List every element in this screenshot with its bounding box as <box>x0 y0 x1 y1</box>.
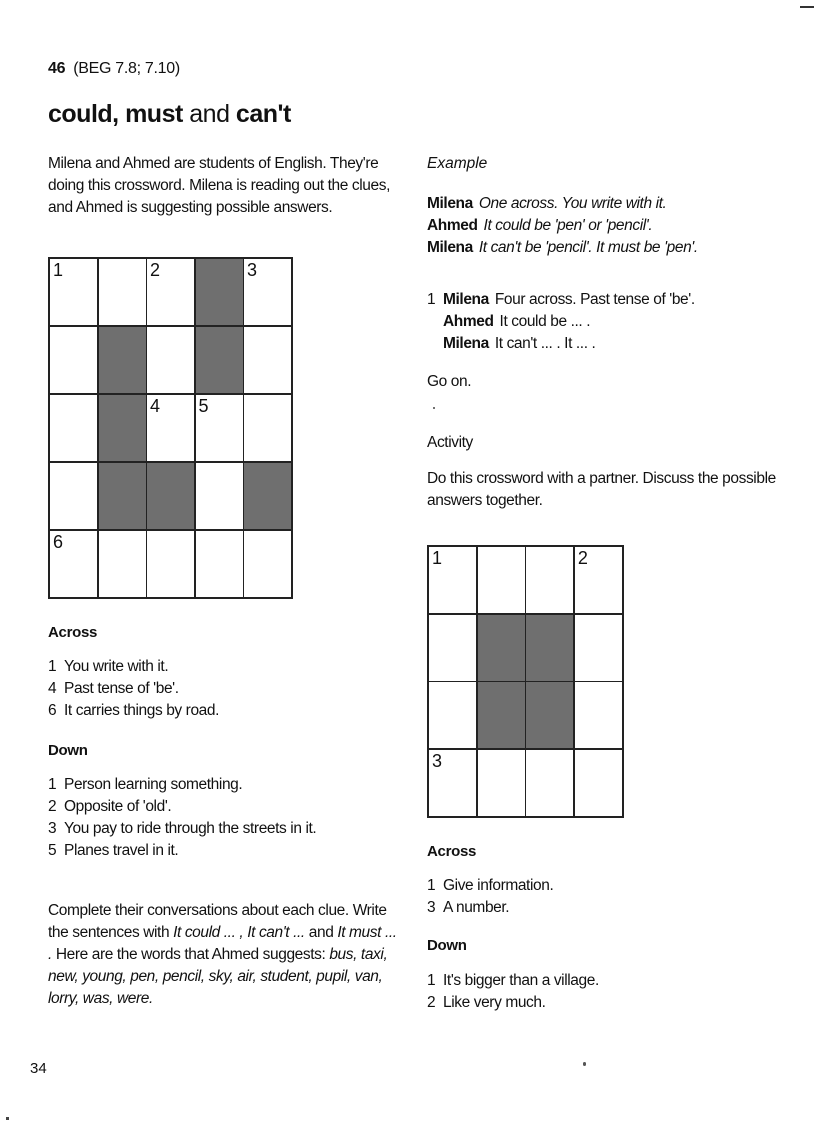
clue-item <box>427 875 553 897</box>
clue-number: 1 <box>48 776 57 793</box>
clue-number: 4 <box>48 680 57 697</box>
crossword-block <box>526 615 573 681</box>
speaker-name: Milena <box>427 239 473 256</box>
clue-number: 2 <box>427 994 436 1011</box>
crossword-cell <box>429 750 476 816</box>
dialog-text: It could be 'pen' or 'pencil'. <box>483 217 653 234</box>
crossword-cell <box>50 327 97 393</box>
crossword-block <box>478 682 525 748</box>
grammar-reference: (BEG 7.8; 7.10) <box>73 60 180 77</box>
dialog-line <box>427 289 695 311</box>
crossword-cell <box>429 682 476 748</box>
crossword-cell <box>50 395 97 461</box>
crossword-block <box>196 259 243 325</box>
crossword-block <box>244 463 291 529</box>
activity-heading: Activity <box>427 434 473 451</box>
crossword-cell <box>526 750 573 816</box>
crossword-cell <box>526 547 573 613</box>
clue-text: A number. <box>443 899 510 916</box>
crossword-cell <box>429 615 476 681</box>
clue-item <box>427 897 553 919</box>
clue-number: 1 <box>427 877 436 894</box>
across-heading-1: Across <box>48 624 98 641</box>
clue-item <box>48 774 316 796</box>
crossword-cell <box>478 547 525 613</box>
clue-number: 5 <box>48 842 57 859</box>
dialog-line <box>427 311 695 333</box>
exercise-1-dialog <box>427 289 695 355</box>
exercise-item-number: 1 <box>427 291 436 308</box>
crossword-cell <box>99 531 146 597</box>
scan-mark <box>800 6 814 8</box>
dialog-text: It could be ... . <box>499 313 591 330</box>
down-clues-1 <box>48 774 316 862</box>
clue-number: 3 <box>427 899 436 916</box>
clue-number-label: 1 <box>432 548 443 568</box>
clue-number: 1 <box>48 658 57 675</box>
crossword-block <box>196 327 243 393</box>
clue-text: You write with it. <box>64 658 169 675</box>
clue-item <box>48 678 219 700</box>
crossword-cell <box>147 327 194 393</box>
dialog-line <box>427 333 695 355</box>
crossword-cell <box>244 395 291 461</box>
instructions-paragraph <box>48 900 398 1010</box>
crossword-cell <box>575 682 622 748</box>
crossword-block <box>99 463 146 529</box>
crossword-cell <box>575 750 622 816</box>
crossword-cell <box>575 547 622 613</box>
clue-number-label: 2 <box>577 548 588 568</box>
phrase-it-could: It could ... , <box>173 924 244 941</box>
dialog-text: Four across. Past tense of 'be'. <box>494 291 695 308</box>
crossword-cell <box>196 463 243 529</box>
activity-text: Do this crossword with a partner. Discuss the possible answers together. <box>427 470 776 509</box>
clue-number-label: 6 <box>53 531 64 552</box>
title-could: could <box>48 100 113 128</box>
clue-number-label: 5 <box>198 395 209 416</box>
clue-item <box>427 992 599 1014</box>
page-number: 34 <box>30 1060 47 1077</box>
dialog-text: It can't ... . It ... . <box>494 335 596 352</box>
crossword-block <box>147 463 194 529</box>
clue-number-label: 2 <box>150 260 161 280</box>
clue-text: Past tense of 'be'. <box>64 680 179 697</box>
instructions-text: Complete their conversations about each clue. Write the sentences with <box>48 902 387 941</box>
clue-text: It's bigger than a village. <box>443 972 599 989</box>
crossword-block <box>478 615 525 681</box>
dialog-line <box>427 215 698 237</box>
clue-item <box>48 700 219 722</box>
crossword-cell <box>50 531 97 597</box>
clue-number-label: 3 <box>247 260 258 280</box>
clue-item <box>48 840 316 862</box>
title-must: must <box>125 100 183 128</box>
page-title <box>48 100 291 129</box>
clue-text: Person learning something. <box>64 776 243 793</box>
clue-number: 3 <box>48 820 57 837</box>
across-heading-2: Across <box>427 843 477 860</box>
go-on-text: Go on. <box>427 373 472 390</box>
crossword-cell <box>147 531 194 597</box>
down-heading-1: Down <box>48 742 88 759</box>
title-cant: can't <box>235 100 291 128</box>
speaker-name: Milena <box>443 291 489 308</box>
exercise-number: 46 <box>48 60 66 77</box>
clue-number-label: 3 <box>432 750 443 771</box>
clue-item <box>48 656 219 678</box>
across-clues-1 <box>48 656 219 722</box>
crossword-block <box>526 682 573 748</box>
dialog-line <box>427 193 698 215</box>
example-heading: Example <box>427 155 488 172</box>
speaker-name: Ahmed <box>427 217 478 234</box>
title-sep-1: , <box>112 100 126 128</box>
dialog-text: One across. You write with it. <box>478 195 667 212</box>
crossword-cell <box>429 547 476 613</box>
crossword-cell <box>196 531 243 597</box>
title-sep-2: and <box>182 100 236 128</box>
crossword-cell <box>99 259 146 325</box>
crossword-block <box>99 327 146 393</box>
clue-item <box>48 818 316 840</box>
speaker-name: Milena <box>427 195 473 212</box>
example-dialog <box>427 193 698 259</box>
clue-text: It carries things by road. <box>64 702 220 719</box>
scan-mark <box>583 1062 586 1066</box>
clue-text: Planes travel in it. <box>64 842 179 859</box>
crossword-grid-2 <box>427 545 624 818</box>
crossword-cell <box>244 531 291 597</box>
scan-mark <box>6 1117 9 1120</box>
clue-item <box>427 970 599 992</box>
down-clues-2 <box>427 970 599 1014</box>
clue-item <box>48 796 316 818</box>
clue-text: You pay to ride through the streets in it. <box>64 820 317 837</box>
clue-number-label: 4 <box>150 395 161 416</box>
crossword-cell <box>50 259 97 325</box>
dialog-text: It can't be 'pencil'. It must be 'pen'. <box>478 239 698 256</box>
stray-dot <box>433 407 435 409</box>
crossword-cell <box>244 327 291 393</box>
down-heading-2: Down <box>427 937 467 954</box>
exercise-reference <box>48 60 180 78</box>
clue-number: 2 <box>48 798 57 815</box>
clue-text: Give information. <box>443 877 554 894</box>
speaker-name: Milena <box>443 335 489 352</box>
clue-number: 6 <box>48 702 57 719</box>
instructions-text: Here are the words that Ahmed suggests: <box>51 946 330 963</box>
speaker-name: Ahmed <box>443 313 494 330</box>
crossword-grid-1 <box>48 257 293 599</box>
clue-number-label: 1 <box>53 260 64 280</box>
across-clues-2 <box>427 875 553 919</box>
crossword-cell <box>147 259 194 325</box>
crossword-cell <box>244 259 291 325</box>
clue-text: Like very much. <box>443 994 546 1011</box>
crossword-cell <box>196 395 243 461</box>
suggested-words: bus, taxi, new, young, pen, pencil, sky, air, student, pupil, van, lorry, was, were. <box>48 946 388 1007</box>
crossword-cell <box>575 615 622 681</box>
dialog-line <box>427 237 698 259</box>
clue-number: 1 <box>427 972 436 989</box>
crossword-block <box>99 395 146 461</box>
phrase-it-must: It must ... . <box>48 924 397 963</box>
phrase-it-cant: It can't ... <box>247 924 305 941</box>
intro-paragraph: Milena and Ahmed are students of English. They're doing this crossword. Milena is reading out the clues, and Ahmed is suggesting possible answers. <box>48 155 390 216</box>
crossword-cell <box>50 463 97 529</box>
instructions-text: and <box>304 924 338 941</box>
clue-text: Opposite of 'old'. <box>64 798 172 815</box>
crossword-cell <box>478 750 525 816</box>
crossword-cell <box>147 395 194 461</box>
